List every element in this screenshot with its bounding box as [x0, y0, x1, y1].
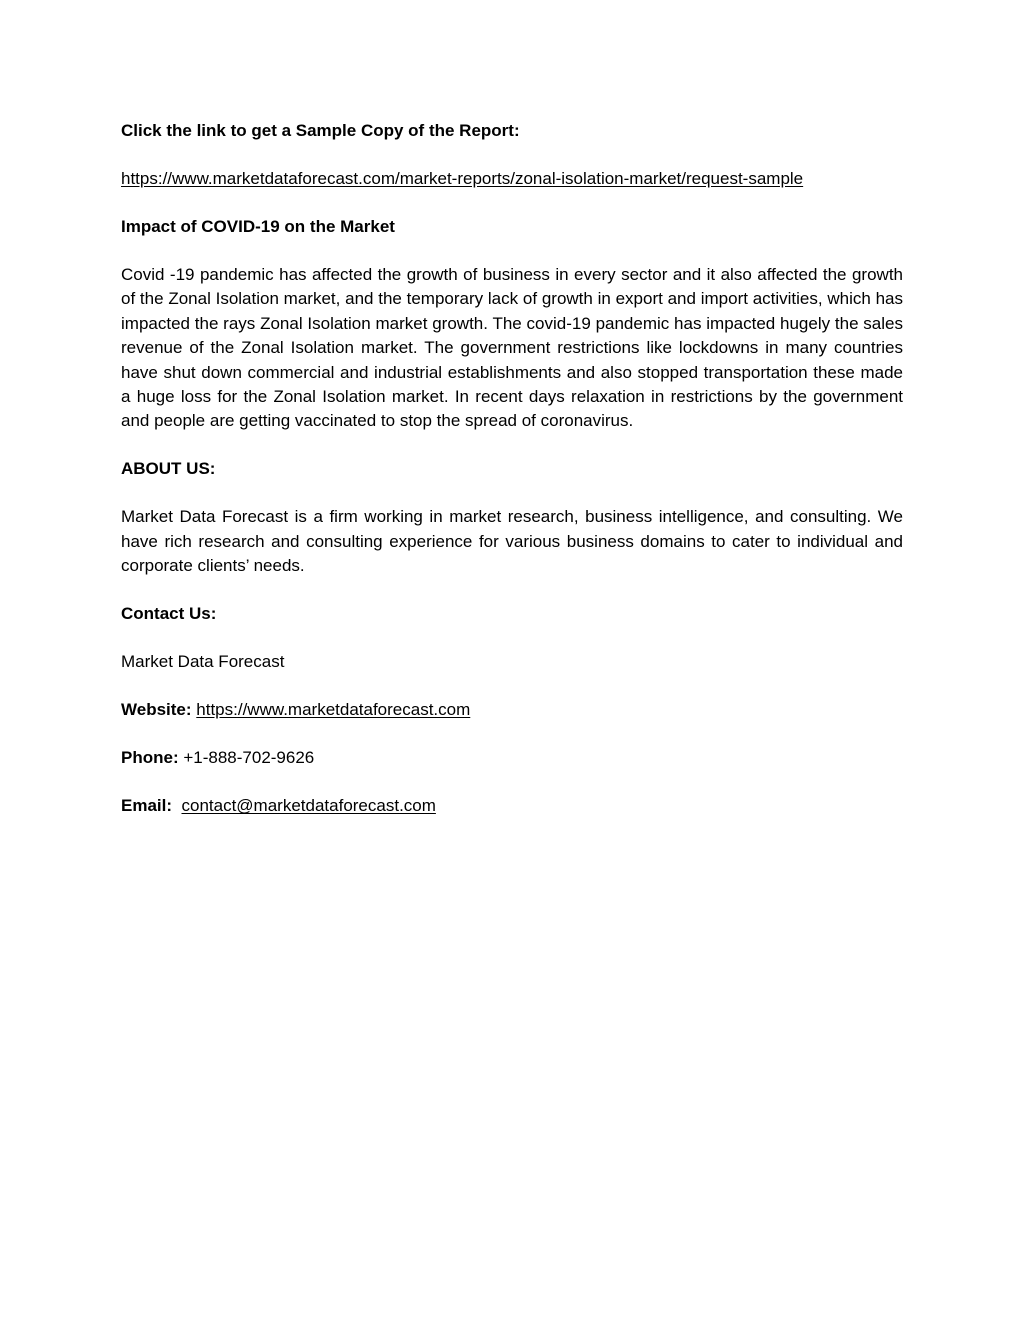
- covid-heading: Impact of COVID-19 on the Market: [121, 217, 395, 236]
- about-heading: ABOUT US:: [121, 459, 216, 479]
- sample-link-paragraph: [121, 167, 903, 191]
- website-line: [121, 698, 903, 722]
- covid-paragraph: Covid -19 pandemic has affected the growth of business in every sector and it also affected the growth of the Zonal Isolation market, and the temporary lack of growth in export and import activities, which has impacted the rays Zonal Isolation market growth. The covid-19 pandemic has impacted hugely the sales revenue of the Zonal Isolation market. The government restrictions like lockdowns in many countries have shut down commercial and industrial establishments and also stopped transportation these made a huge loss for the Zonal Isolation market. In recent days relaxation in restrictions by the government and people are getting vaccinated to stop the spread of coronavirus.: [121, 265, 903, 431]
- phone-number: +1-888-702-9626: [183, 748, 315, 768]
- phone-line: [121, 746, 903, 770]
- company-name: Market Data Forecast: [121, 652, 285, 672]
- website-link[interactable]: https://www.marketdataforecast.com: [196, 700, 471, 720]
- sample-heading: Click the link to get a Sample Copy of the Report:: [121, 121, 520, 140]
- document-body: [121, 119, 903, 842]
- contact-heading: Contact Us:: [121, 604, 217, 624]
- phone-label: Phone:: [121, 748, 179, 768]
- email-label: Email:: [121, 796, 173, 816]
- email-link[interactable]: contact@marketdataforecast.com: [181, 796, 436, 816]
- email-line: [121, 794, 903, 818]
- sample-request-link[interactable]: https://www.marketdataforecast.com/market-reports/zonal-isolation-market/request-sample: [121, 169, 804, 188]
- about-paragraph: Market Data Forecast is a firm working in market research, business intelligence, and consulting. We have rich research and consulting experience for various business domains to cater to individual and corporate clients’ needs.: [121, 507, 903, 576]
- website-label: Website:: [121, 700, 192, 720]
